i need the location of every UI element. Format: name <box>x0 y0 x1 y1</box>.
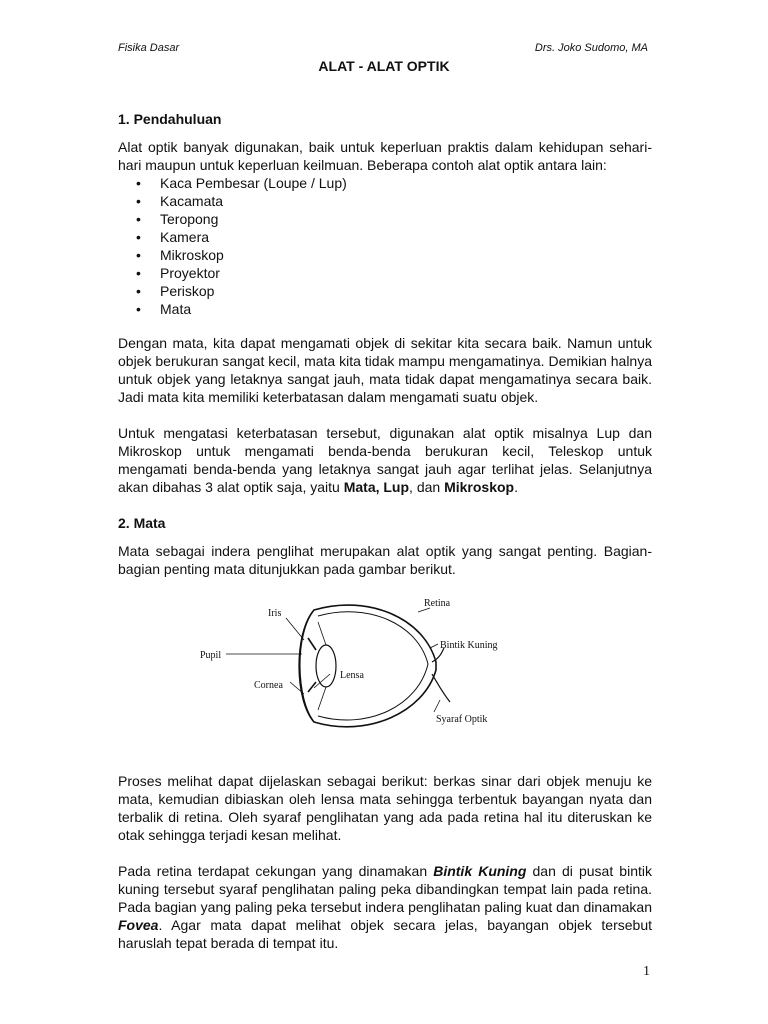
bintik-leader <box>430 644 438 648</box>
list-item: • Mikroskop <box>118 246 652 264</box>
text-run: Untuk mengatasi keterbatasan tersebut, digunakan alat optik misalnya Lup dan Mikroskop untuk mengamati benda-benda berukuran kecil, Teleskop untuk mengamati benda-benda yang letaknya sangat jauh agar terlihat jelas. Selanjutnya akan dibahas 3 alat optik saja, yaitu <box>118 425 652 495</box>
document-title: ALAT - ALAT OPTIK <box>318 58 450 74</box>
text-run: , dan <box>409 479 445 495</box>
syaraf-leader <box>434 700 440 712</box>
list-item: • Kaca Pembesar (Loupe / Lup) <box>118 174 652 192</box>
eyeball-outline <box>300 605 436 727</box>
bold-italic-term: Fovea <box>118 917 159 933</box>
document-body <box>118 110 652 952</box>
label-syaraf-optik: Syaraf Optik <box>436 714 488 725</box>
optical-tools-list <box>118 174 652 318</box>
label-bintik-kuning: Bintik Kuning <box>440 640 498 651</box>
label-cornea: Cornea <box>254 680 283 691</box>
bold-text: Mikroskop <box>444 479 515 495</box>
paragraph-alat-optik <box>118 424 652 496</box>
text-run: dan di pusat bintik kuning tersebut syaraf penglihatan paling peka dibandingkan tempat lain pada retina. Pada bagian yang paling peka tersebut indera penglihatan paling kuat dan dinamakan <box>118 863 652 915</box>
bold-italic-term: Bintik Kuning <box>433 863 527 879</box>
list-item: • Proyektor <box>118 264 652 282</box>
retina-layer <box>318 612 428 720</box>
text-run: Pada retina terdapat cekungan yang dinamakan <box>118 863 434 879</box>
paragraph-mata-intro: Mata sebagai indera penglihat merupakan alat optik yang sangat penting. Bagian-bagian penting mata ditunjukkan pada gambar berikut. <box>118 543 652 577</box>
label-iris: Iris <box>268 608 282 619</box>
list-item: • Kacamata <box>118 192 652 210</box>
ciliary-upper <box>318 622 326 645</box>
header-author: Drs. Joko Sudomo, MA <box>534 42 648 54</box>
cornea-shape <box>299 610 314 722</box>
list-item: • Periskop <box>118 282 652 300</box>
iris-upper <box>308 638 316 650</box>
text-run: . <box>514 479 518 495</box>
label-lensa: Lensa <box>340 670 364 681</box>
label-pupil: Pupil <box>200 650 222 661</box>
bold-text: Mata, Lup <box>343 479 410 495</box>
section-heading-pendahuluan: 1. Pendahuluan <box>118 111 222 127</box>
header-course: Fisika Dasar <box>118 42 180 54</box>
section-heading-mata: 2. Mata <box>118 515 166 531</box>
list-item: • Kamera <box>118 228 652 246</box>
page-number: 1 <box>643 964 650 979</box>
paragraph-keterbatasan: Dengan mata, kita dapat mengamati objek di sekitar kita secara baik. Namun untuk objek berukuran sangat kecil, mata kita tidak mampu mengamatinya. Demikian halnya untuk objek yang letaknya sangat jauh, mata tidak dapat mengamatinya secara baik. Jadi mata kita memiliki keterbatasan dalam mengamati suatu objek. <box>118 335 652 405</box>
ciliary-lower <box>318 687 326 710</box>
paragraph-bintik-kuning <box>118 862 652 952</box>
list-item: • Mata <box>118 300 652 318</box>
list-item: • Teropong <box>118 210 652 228</box>
eye-diagram-svg <box>118 592 652 762</box>
lens-shape <box>316 645 336 687</box>
label-retina: Retina <box>424 598 451 609</box>
text-run: . Agar mata dapat melihat objek secara jelas, bayangan objek tersebut haruslah tepat berada di tempat itu. <box>118 917 652 951</box>
intro-paragraph: Alat optik banyak digunakan, baik untuk keperluan praktis dalam kehidupan sehari-hari maupun untuk keperluan keilmuan. Beberapa contoh alat optik antara lain: <box>118 139 652 173</box>
optic-nerve-lower <box>432 674 450 702</box>
eye-diagram <box>118 592 652 762</box>
paragraph-proses-melihat: Proses melihat dapat dijelaskan sebagai berikut: berkas sinar dari objek menuju ke mata, kemudian dibiaskan oleh lensa mata sehingga terbentuk bayangan nyata dan terbalik di retina. Oleh syaraf penglihatan yang ada pada retina hal itu diteruskan ke otak sehingga terjadi kesan melihat. <box>118 773 652 843</box>
iris-leader <box>286 618 304 640</box>
